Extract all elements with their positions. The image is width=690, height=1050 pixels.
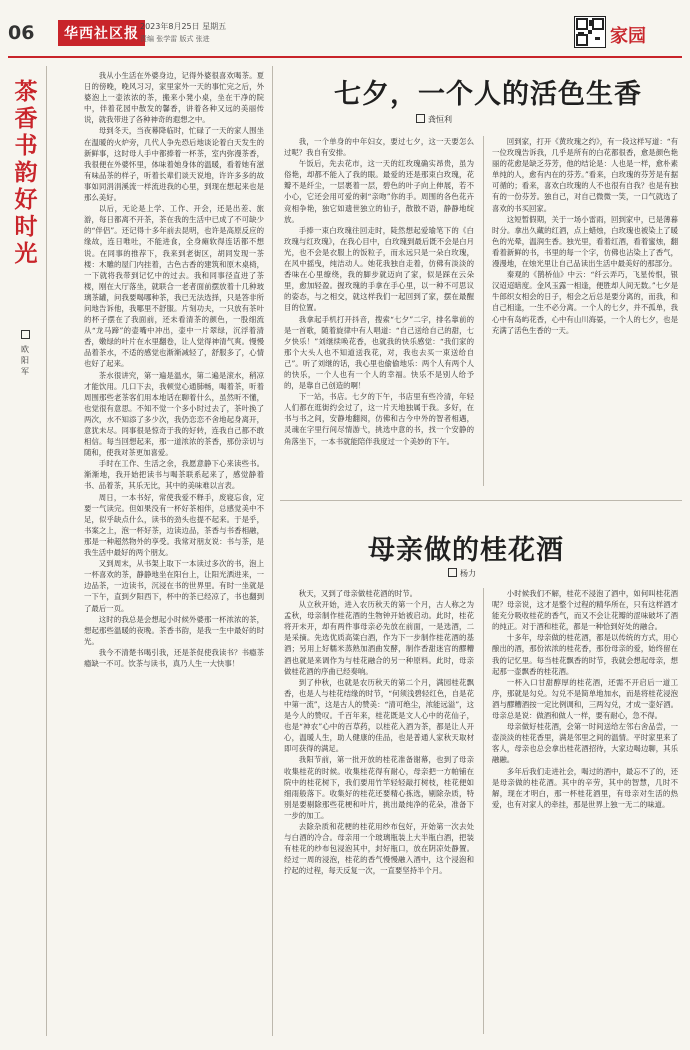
section-title: 家园 [610,26,646,47]
editor-credit: 责编 张学雷 版式 张进 [140,35,210,43]
paragraph: 秦观的《鹊桥仙》中云：“纤云弄巧，飞星传恨，银汉迢迢暗度。金风玉露一相逢，便胜却人间无数。”七夕是牛郎织女相会的日子，相会之后总是要分离的，而我，和自己相逢，一生不必分离。一个人的七夕，并不孤单，我心中有岛屿花香，心中有山川海晏，一个人的七夕，也是充满了活色生香的一天。 [492,270,678,335]
paragraph: 到了仲秋，也就是农历秋天的第二个月，满园桂花飘香，也是人与桂花结缘的时节，“何须浅碧轻红色，自是花中第一流”，这是古人的赞美：“清可绝尘，浓能远溢”，这是今人的赞叹。千百年来，桂花既是文人心中的花仙子，也是“神农”心中的百草药，以桂花入酒为茶，都是让人开心，温暖人生，助人健康的佳品，也是普通人家秋天取材即可获得的满足。 [284,677,474,754]
paper-name-logo: 华西社区报 [58,20,145,46]
paragraph: 回到家，打开《黄玫瑰之约》，有一段这样写道：“有一位玫瑰告诉我，几乎是所有的白花都很香，愈是颜色艳丽的花愈是缺乏芬芳，他的结论是：人也是一样，愈朴素单纯的人，愈有内在的芬芳。”看来，白玫瑰的芬芳是有据可循的；看来，喜欢白玫瑰的人不也很有自我？也是有独有的一份芬芳。独自己，对自己微微一笑，一口气就选了喜欢的书买回家。 [492,137,678,213]
qr-code-icon [574,16,606,48]
byline-box-icon [416,114,425,123]
paragraph: 以后，无论是上学、工作、开会，还是出差、旅游，每日都离不开茶，茶在我的生活中已成了不可缺少的“伴侣”。还记得十多年前去昆明，也许是高原反应的缘故，连日唯吐，不能进食，全身瘫软得连话都不想说。在同事的推荐下，我来到老街区，胡同发现一茶楼：木雕的屋门内挂着，古色古香的建筑和原木桌椅，一下就将我带到记忆中的过去。我和同事径直进了茶楼，刚在大厅落坐，就联合一老者面前摆放着十几种玻璃茶罐，问我要喝哪种茶，我已无法选择，只是答非所问地告诉他，我哪里不舒服。片刻功夫，一只放有茶叶的杯子摆在了我面前，还未看清茶的颜色，一股细流从“龙马蹄”的壶嘴中冲出，壶中一片翠绿，沉浮着清香，嫩绿的叶片在水里翻卷，让人觉得神清气爽。慢慢品着茶水，不适的感觉也渐渐减轻了，舒服多了，心情也好了起来。 [84,204,264,369]
article-one-column-1 [284,136,474,488]
paragraph: 下一站，书店。七夕的下午，书店里有些冷清，年轻人们都在逛街约会过了，这一片天地独属于我。多好，在书与书之间，安静地翻阅，仿佛和古今中外的智者相遇，灵魂在字里行间尽情游弋，挑选中意的书，找一个安静的角落坐下，一本书就能陪伴我度过一个美妙的下午。 [284,392,474,446]
article-one-title: 七夕，一个人的活色生香 [334,79,642,110]
article-two-title: 母亲做的桂花酒 [368,535,564,566]
article-one-author: 龚恒利 [428,115,452,124]
paragraph: 周日，一本书好，常使我爱不释手，废寝忘食，定要一气读完。但如果没有一杯好茶相伴，总感觉美中不足，似乎缺点什么，读书的劲头也提不起来。于是乎，书案之上，泡一杯好茶，边读边品，茶香与书香相融，那是一种超然物外的享受。我常对朋友说：书与茶，是我生活中最好的两个朋友。 [84,492,264,558]
column-divider [483,588,484,1034]
masthead [0,0,690,58]
paragraph: 我拿起手机打开抖音，搜索“七夕”二字，排名靠前的是一首歌，随着旋律中有人唱道：“自己送给自己的甜，七夕快乐！”刘继续唤花香，也就我的快乐感觉：“我们家的那个大头人也不知道送我花，对，我也去买一束送给自己”。听了刘继的话，我心里也偷偷地乐：两个人有两个人的快乐，一个人也有一个人的幸福。快乐不是别人给予的，是靠自己创造的啊！ [284,314,474,391]
article-one-byline [416,114,452,125]
paragraph: 去除杂质和花梗的桂花用纱布包好，开始第一次去处与白酒的冷合。母亲用一个玻璃瓶装上大半瓶白酒，把装有桂花的纱布包浸泡其中，封好瓶口，放在阴凉处静置。经过一周的浸泡，桂花的香气慢慢融入酒中，这个浸泡和拧起的过程，每天反复一次，一直要坚持半个月。 [284,821,474,876]
paragraph: 手时在工作、生活之余，我愿意静下心来读些书。渐渐地，我开始把读书与喝茶联系起来了，感觉静着书、品着茶，其乐无比，其中的美味难以言表。 [84,459,264,491]
article-two-author: 杨力 [460,569,476,578]
paragraph: 这时的我总是会想起小时候外婆那一杯浓浓的茶，想起那些温暖的夜晚。茶香书韵，是我一生中最好的时光。 [84,614,264,646]
masthead-rule [8,56,682,58]
paragraph: 这短暂假期，关于一场小雷雨，回到家中，已是薄暮时分。拿出久藏的红酒，点上蜡烛，白玫瑰也被染上了暖色的光晕，温润生香。独光里，看着红酒，看着蜜烛，翻看着新鲜的书，书里的每一个字，仿佛也沾染上了香气，漫漫地，在烛光里让自己品读出生活中最美好的那部分。 [492,214,678,269]
paragraph: 母到冬天，当夜幕降临时，忙碌了一天的家人围坐在温暖的火炉旁，几代人争先恐后地谈论着白天发生的新鲜事，这时母人手中都捧着一杯茶，室内弥漫茶香，我很便在外婆怀里，体味着她身体的温暖，看着她有滋有味品茶的样子，听着长辈们谈天说地，许许多多的故事如同涓涓溪流一样流进我的心里，到现在想起来也是那么美好。 [84,126,264,203]
paragraph: 十多年，母亲做的桂花酒，都是以传统的方式，用心酿出的酒，那份浓浓的桂花香，那份母亲的爱，始终留在我的记忆里。每当桂花飘香的时节，我就会想起母亲，想起那一壶飘香的桂花酒。 [492,633,678,676]
byline-box-icon [21,330,30,339]
article-one-column-2 [492,136,678,488]
paragraph: 母亲做好桂花酒，会第一时间送给左邻右舍品尝，一壶淡淡的桂花香里，满是邻里之间的温情。平时家里来了客人，母亲也总会拿出桂花酒招待，大家边喝边聊，其乐融融。 [492,722,678,765]
page-number: 06 [8,22,35,44]
column-divider [272,66,273,1036]
issue-date: 2023年8月25日 星期五 [140,22,227,31]
article-two-byline [448,568,476,579]
paragraph: 手捧一束白玫瑰往回走时，陡然想起爱瑜笔下的《白玫瑰与红玫瑰》，在我心目中，白玫瑰到最后既不会是白月光，也不会是衣服上的饭粒子，而永远只是一朵白玫瑰，在风中摇曳，纯洁动人。她花我独自走着，仿佛有淡淡的香味在心里缭绕，我的脚步就迈向了家，似是踩在云朵里，愈加轻盈。握玫瑰的手拿在手心里，以一种不可思议的姿态，与之相交，就这样我们一起回到了家，摆在最醒目的位置。 [284,225,474,313]
left-article-author [18,330,32,377]
column-divider [483,136,484,486]
paragraph: 秋天，又到了母亲做桂花酒的时节。 [298,589,418,598]
left-article-body [84,70,264,1032]
paragraph: 我今不清楚书喝引我，还是茶促使我读书？书瘾茶瘾缺一不可。饮茶与读书，真乃人生一大快事！ [84,647,264,668]
paragraph: 从立秋开始，进入农历秋天的第一个月，古人称之为孟秋，母亲制作桂花酒的生物钟开始被启动。此时，桂花将开未开，却有两件事母亲必先放在前面，一是选酒，二是采摘。先选优质高粱白酒，作为下一步制作桂花酒的基酒；另用上好糯米蒸熟加酒曲发酵，制作香甜迷宫的醪糟酒也就是来调作为与桂花融合的另一种原料。此时，母亲做桂花酒的序曲已经奏响。 [284,600,474,676]
left-author-name: 欧阳军 [21,345,29,376]
article-two-column-1 [284,588,474,1034]
paragraph: 一杯入口甘甜醇厚的桂花酒，还需不开启后一道工序，那就是勾兑。勾兑不是简单地加水，而是将桂花浸泡酒与醪糟酒按一定比例调和，三两勾兑，才成一壶好酒。母亲总是说：做酒和做人一样，要有耐心，急不得。 [492,677,678,721]
left-article-title: 茶香书韵好时光 [14,78,38,267]
byline-box-icon [448,568,457,577]
paragraph: 茶水很讲究，第一遍是温水，第二遍是滚水，稍凉才能饮用。几口下去，我顿觉心通肺畅，喝着茶，听着周围那些老茶客们用本地话在聊着什么，虽然听不懂，也觉很有意思。不知不觉一个多小时过去了，茶叶换了两次，水不知添了多少次，我仍恋恋不舍地起身离开，意犹未尽。同事很是惊奇于我的好转，连我自己都不敢相信。每当回想起来，那一道浓浓的茶香，那份亲切与随和，使我对茶更加喜爱。 [84,370,264,458]
column-divider [46,66,47,1036]
section-divider [280,500,682,501]
paragraph: 午饭后，先去花市，这一天的红玫瑰确实昂贵，虽为俗艳，却都不能入了我的眼。最爱的还是那束白玫瑰，花瓣不是纤尘，一层裹着一层，碧色的叶子向上伸展，若不小心，它还会用可爱的刺“亲吻”你的手。周围的各色花卉竞相争艳，独它如遗世独立的仙子，散散不语，静静地绽放。 [284,159,474,224]
paragraph: 多年后我们走进社会，喝过的酒中，最忘不了的，还是母亲做的桂花酒。其中的辛劳，其中的智慧，几时不解，现在才明白，那一杯桂花酒里，有母亲对生活的热爱，也有对家人的牵挂，那是世界上独一无二的味道。 [492,766,678,809]
paragraph: 又到周末，从书架上取下一本读过多次的书，泡上一杯喜欢的茶，静静地坐在阳台上，让阳光洒进来，一边品茶，一边读书，沉浸在书的世界里。有时一坐就是一下午，直到夕阳西下，杯中的茶已经凉了，书也翻到了最后一页。 [84,559,264,613]
article-two-column-2 [492,588,678,1034]
paragraph: 我阳节前，第一批开放的桂花准备谢幕，也到了母亲收集桂花的时候。收集桂花得有耐心，母亲把一方帕铺在院中的桂花树下，我们要用竹竿轻轻敲打树枝，桂花便如细雨般落下。收集好的桂花还要精心拣选，剔除杂质，特别是要剔除那些花梗和叶片，挑出最纯净的花朵，准备下一步的加工。 [284,755,474,820]
paragraph: 小时候我们不解，桂花不浸泡了酒中，如何叫桂花酒呢？母亲说，这才是整个过程的精华所在，只有这样酒才能充分吸收桂花的香气，而又不会让花瓣的涩味破坏了酒的纯正。对于酒和桂花，都是一种恰到好处的融合。 [492,589,678,632]
paragraph: 我，一个单身的中年妇女，要过七夕，这一天要怎么过呢？我自有安排。 [284,137,474,158]
paragraph: 我从小生活在外婆身边，记得外婆很喜欢喝茶。夏日的傍晚，晚风习习，家里家外一天的事忙完之后，外婆泡上一壶浓浓的茶，搬来小凳小桌，坐在干净的院中，伴着花园中散发的馨香，讲着各种又远的美丽传说，就我带进了各种神奇的遐想之中。 [84,71,264,125]
